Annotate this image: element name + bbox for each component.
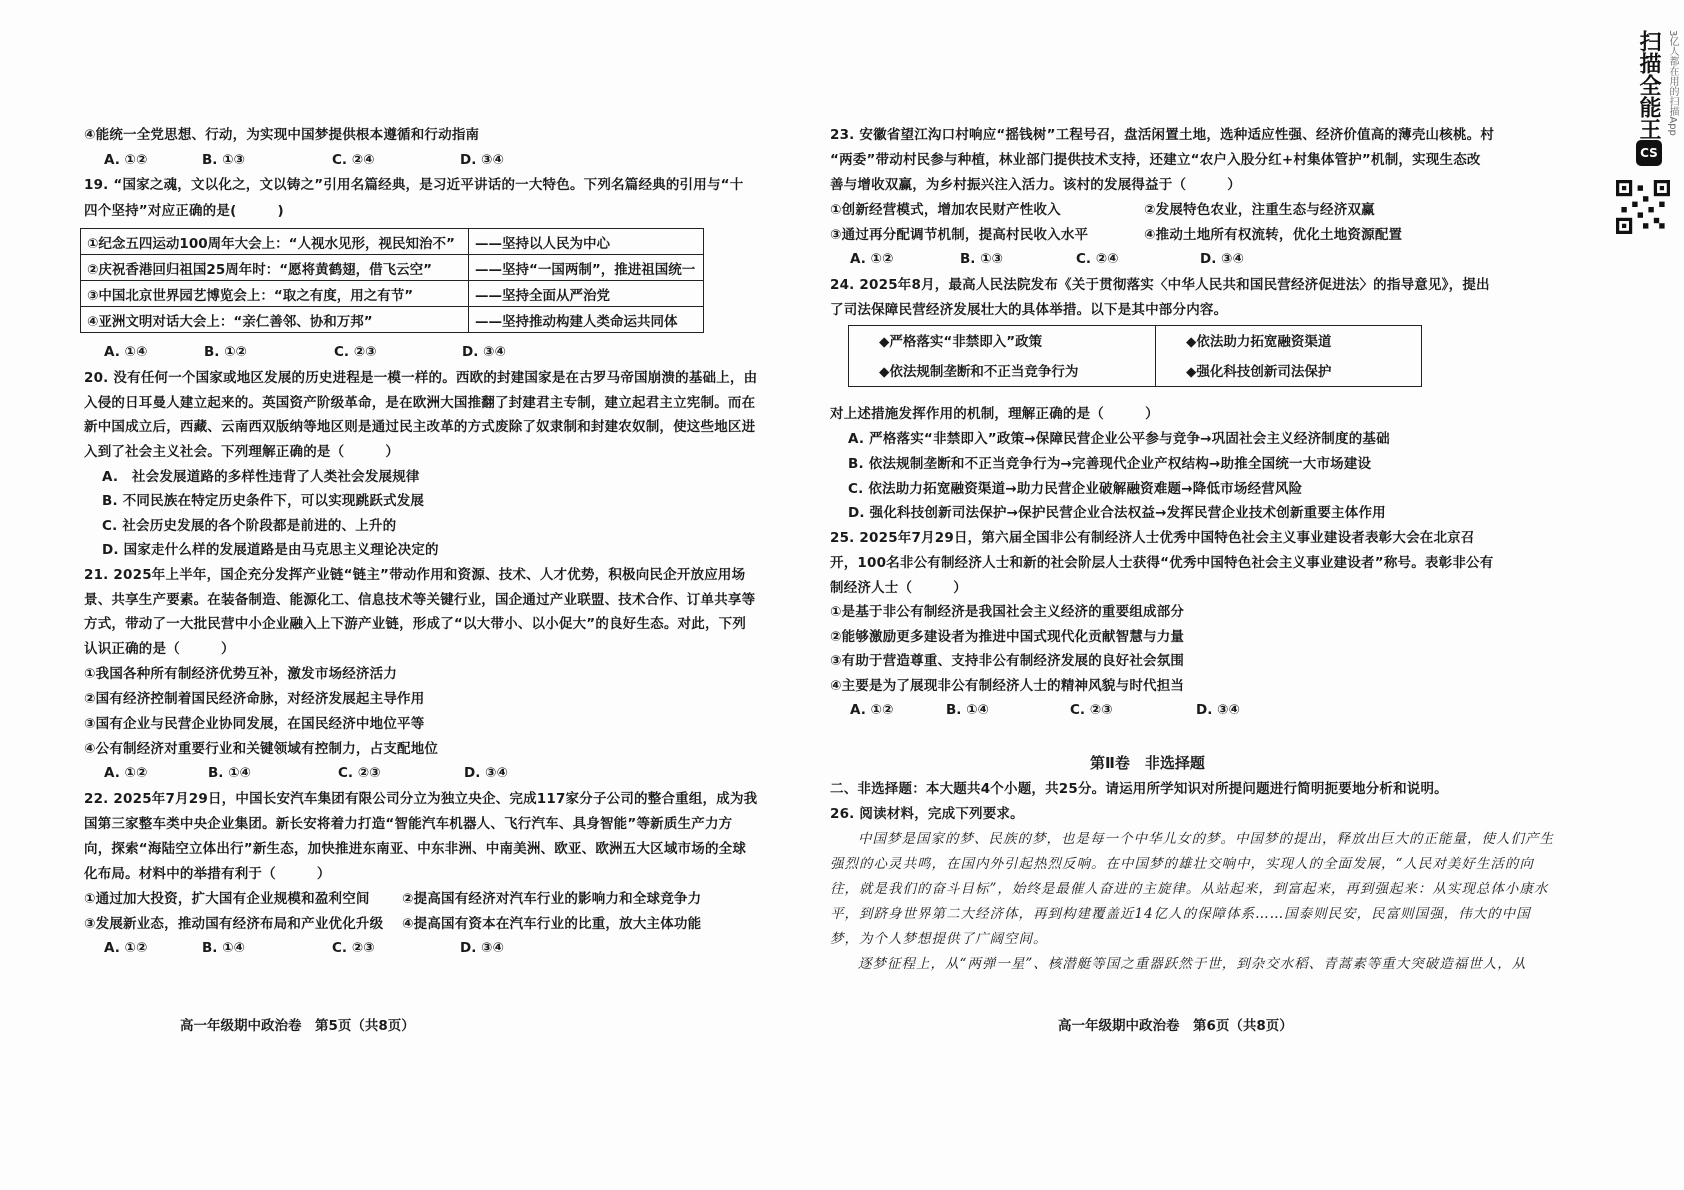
option-d: D. ③④: [460, 940, 504, 956]
q18-option-4: ④能统一全党思想、行动，为实现中国梦提供根本遵循和行动指南: [84, 127, 480, 143]
q24-stem-2: 了司法保障民营经济发展壮大的具体举措。以下是其中部分内容。: [830, 302, 1228, 318]
q23-item-2: ②发展特色农业，注重生态与经济双赢: [1144, 202, 1375, 218]
option-d: D. ③④: [460, 152, 504, 168]
page-footer: 高一年级期中政治卷 第6页（共8页）: [1058, 1018, 1293, 1034]
q25-stem-2: 开，100名非公有制经济人士和新的社会阶层人士获得“优秀中国特色社会主义事业建设者”称号。表彰非公有: [830, 555, 1494, 571]
q22-stem-2: 国第三家整车类中央企业集团。新长安将着力打造“智能汽车机器人、飞行汽车、具身智能”等新质生产力方: [84, 816, 733, 832]
option-a: A. ①④: [104, 344, 148, 360]
qr-code-icon: [1616, 180, 1670, 234]
option-d: D. ③④: [464, 765, 508, 781]
option-d: D. ③④: [1200, 251, 1244, 267]
table-row: [81, 307, 704, 333]
page-footer: 高一年级期中政治卷 第5页（共8页）: [180, 1018, 415, 1034]
table-cell: ③中国北京世界园艺博览会上：“取之有度，用之有节”: [81, 281, 469, 307]
q20-stem-2: 入侵的日耳曼人建立起来的。英国资产阶级革命，是在欧洲大国推翻了封建君主专制，建立起君主立宪制。而在: [84, 395, 756, 411]
material-line-5: 梦，为个人梦想提供了广阔空间。: [830, 931, 1048, 947]
q21-item-2: ②国有经济控制着国民经济命脉，对经济发展起主导作用: [84, 691, 425, 707]
option-c: C. ②③: [1070, 702, 1113, 718]
q24-option-a: A. 严格落实“非禁即入”政策→保障民营企业公平参与竞争→巩固社会主义经济制度的基础: [848, 431, 1390, 447]
option-c: C. ②③: [332, 940, 375, 956]
table-cell: ◆依法助力拓宽融资渠道: [1156, 326, 1422, 355]
q23-item-1: ①创新经营模式，增加农民财产性收入: [830, 202, 1061, 218]
q20-option-b: B. 不同民族在特定历史条件下，可以实现跳跃式发展: [102, 493, 425, 509]
option-b: B. ①③: [202, 152, 245, 168]
table-row: [849, 354, 1422, 387]
q21-stem-2: 景、共享生产要素。在装备制造、能源化工、信息技术等关键行业，国企通过产业联盟、技术合作、订单共享等: [84, 592, 756, 608]
table-cell: ——坚持以人民为中心: [469, 229, 704, 255]
q24-option-d: D. 强化科技创新司法保护→保护民营企业合法权益→发挥民营企业技术创新重要主体作用: [848, 505, 1386, 521]
option-b: B. ①④: [202, 940, 245, 956]
table-cell: ②庆祝香港回归祖国25周年时：“愿将黄鹤翅，借飞云空”: [81, 255, 469, 281]
q24-box: [848, 325, 1422, 387]
material-line-6: 逐梦征程上，从“两弹一星”、核潜艇等国之重器跃然于世，到杂交水稻、青蒿素等重大突破造福世人，从: [858, 956, 1527, 972]
q20-stem-1: 20. 没有任何一个国家或地区发展的历史进程是一模一样的。西欧的封建国家是在古罗马帝国崩溃的基础上，由: [84, 370, 758, 386]
option-b: B. ①④: [208, 765, 251, 781]
material-line-1: 中国梦是国家的梦、民族的梦，也是每一个中华儿女的梦。中国梦的提出，释放出巨大的正能量，使人们产生: [858, 831, 1554, 847]
cs-logo-icon: CS: [1636, 140, 1662, 166]
option-b: B. ①②: [204, 344, 247, 360]
brand-name: 扫描全能王: [1636, 30, 1661, 140]
q21-stem-1: 21. 2025年上半年，国企充分发挥产业链“链主”带动作用和资源、技术、人才优势，积极向民企开放应用场: [84, 567, 746, 583]
option-d: D. ③④: [462, 344, 506, 360]
q22-stem-4: 化布局。材料中的举措有利于（ ）: [84, 866, 331, 882]
q20-stem-3: 新中国成立后，西藏、云南西双版纳等地区则是通过民主改革的方式废除了奴隶制和封建农奴制，使这些地区进: [84, 419, 756, 435]
q20-option-a: A. 社会发展道路的多样性违背了人类社会发展规律: [102, 469, 420, 485]
q20-option-d: D. 国家走什么样的发展道路是由马克思主义理论决定的: [102, 542, 439, 558]
q21-item-3: ③国有企业与民营企业协同发展，在国民经济中地位平等: [84, 716, 425, 732]
q25-item-4: ④主要是为了展现非公有制经济人士的精神风貌与时代担当: [830, 678, 1185, 694]
option-a: A. ①②: [104, 152, 148, 168]
option-b: B. ①③: [960, 251, 1003, 267]
table-cell: ◆严格落实“非禁即入”政策: [849, 326, 1156, 355]
table-row: [849, 326, 1422, 355]
q21-stem-4: 认识正确的是（ ）: [84, 641, 235, 657]
option-a: A. ①②: [104, 765, 148, 781]
table-cell: ◆强化科技创新司法保护: [1156, 354, 1422, 387]
brand-tagline: 3亿人都在用的扫描App: [1667, 30, 1678, 136]
q21-stem-3: 方式，带动了一大批民营中小企业融入上下游产业链，形成了“以大带小、以小促大”的良好生态。对此，下列: [84, 616, 747, 632]
q19-stem-2: 四个坚持”对应正确的是( ): [84, 203, 284, 219]
section-instructions: 二、非选择题：本大题共4个小题，共25分。请运用所学知识对所提问题进行简明扼要地分析和说明。: [830, 781, 1448, 797]
table-cell: ——坚持“一国两制”，推进祖国统一: [469, 255, 704, 281]
option-b: B. ①④: [946, 702, 989, 718]
q19-stem-1: 19. “国家之魂，文以化之，文以铸之”引用名篇经典，是习近平讲话的一大特色。下列名篇经典的引用与“十: [84, 177, 744, 193]
material-line-3: 往，就是我们的奋斗目标”，始终是最催人奋进的主旋律。从站起来，到富起来，再到强起来：从实现总体小康水: [830, 881, 1549, 897]
q25-stem-1: 25. 2025年7月29日，第六届全国非公有制经济人士优秀中国特色社会主义事业建设者表彰大会在北京召: [830, 530, 1475, 546]
q23-stem-1: 23. 安徽省望江沟口村响应“摇钱树”工程号召，盘活闲置土地，选种适应性强、经济价值高的薄壳山核桃。村: [830, 127, 1495, 143]
q25-item-2: ②能够激励更多建设者为推进中国式现代化贡献智慧与力量: [830, 629, 1185, 645]
q20-stem-4: 入到了社会主义社会。下列理解正确的是（ ）: [84, 444, 400, 460]
q22-item-1: ①通过加大投资，扩大国有企业规模和盈利空间: [84, 891, 370, 907]
q21-item-1: ①我国各种所有制经济优势互补，激发市场经济活力: [84, 666, 398, 682]
q20-option-c: C. 社会历史发展的各个阶段都是前进的、上升的: [102, 518, 397, 534]
table-cell: ④亚洲文明对话大会上：“亲仁善邻、协和万邦”: [81, 307, 469, 333]
q23-stem-2: “两委”带动村民参与种植，林业部门提供技术支持，还建立“农户入股分红+村集体管护”机制，实现生态改: [830, 152, 1481, 168]
q26-stem: 26. 阅读材料，完成下列要求。: [830, 806, 1024, 822]
q24-option-c: C. 依法助力拓宽融资渠道→助力民营企业破解融资难题→降低市场经营风险: [848, 481, 1303, 497]
table-cell: ——坚持推动构建人类命运共同体: [469, 307, 704, 333]
option-c: C. ②④: [332, 152, 375, 168]
option-c: C. ②③: [334, 344, 377, 360]
material-line-4: 平，到跻身世界第二大经济体，再到构建覆盖近14亿人的保障体系……国泰则民安，民富则国强，伟大的中国: [830, 906, 1531, 922]
q22-item-4: ④提高国有资本在汽车行业的比重，放大主体功能: [402, 916, 702, 932]
option-a: A. ①②: [850, 702, 894, 718]
option-c: C. ②④: [1076, 251, 1119, 267]
section-title: 第Ⅱ卷 非选择题: [1090, 754, 1205, 772]
material-line-2: 强烈的心灵共鸣，在国内外引起热烈反响。在中国梦的雄壮交响中，实现人的全面发展，“人民对美好生活的向: [830, 856, 1534, 872]
q23-item-4: ④推动土地所有权流转，优化土地资源配置: [1144, 227, 1403, 243]
q22-item-2: ②提高国有经济对汽车行业的影响力和全球竞争力: [402, 891, 702, 907]
q24-stem-1: 24. 2025年8月，最高人民法院发布《关于贯彻落实〈中华人民共和国民营经济促进法〉的指导意见》，提出: [830, 277, 1490, 293]
q23-item-3: ③通过再分配调节机制，提高村民收入水平: [830, 227, 1089, 243]
q23-stem-3: 善与增收双赢，为乡村振兴注入活力。该村的发展得益于（ ）: [830, 177, 1241, 193]
option-a: A. ①②: [850, 251, 894, 267]
q19-table: [80, 228, 704, 333]
q22-stem-1: 22. 2025年7月29日，中国长安汽车集团有限公司分立为独立央企、完成117家分子公司的整合重组，成为我: [84, 791, 758, 807]
table-cell: ①纪念五四运动100周年大会上：“人视水见形，视民知治不”: [81, 229, 469, 255]
option-c: C. ②③: [338, 765, 381, 781]
q22-item-3: ③发展新业态，推动国有经济布局和产业优化升级: [84, 916, 384, 932]
option-a: A. ①②: [104, 940, 148, 956]
table-cell: ——坚持全面从严治党: [469, 281, 704, 307]
q25-item-1: ①是基于非公有制经济是我国社会主义经济的重要组成部分: [830, 604, 1185, 620]
q24-option-b: B. 依法规制垄断和不正当竞争行为→完善现代企业产权结构→助推全国统一大市场建设: [848, 456, 1372, 472]
q24-stem-3: 对上述措施发挥作用的机制，理解正确的是（ ）: [830, 406, 1159, 422]
table-row: [81, 255, 704, 281]
table-row: [81, 229, 704, 255]
q22-stem-3: 向，探索“海陆空立体出行”新生态，加快推进东南亚、中东非洲、中南美洲、欧亚、欧洲五大区域市场的全球: [84, 841, 747, 857]
q25-item-3: ③有助于营造尊重、支持非公有制经济发展的良好社会氛围: [830, 653, 1185, 669]
table-cell: ◆依法规制垄断和不正当竞争行为: [849, 354, 1156, 387]
table-row: [81, 281, 704, 307]
q25-stem-3: 制经济人士（ ）: [830, 580, 967, 596]
option-d: D. ③④: [1196, 702, 1240, 718]
q21-item-4: ④公有制经济对重要行业和关键领域有控制力，占支配地位: [84, 741, 439, 757]
